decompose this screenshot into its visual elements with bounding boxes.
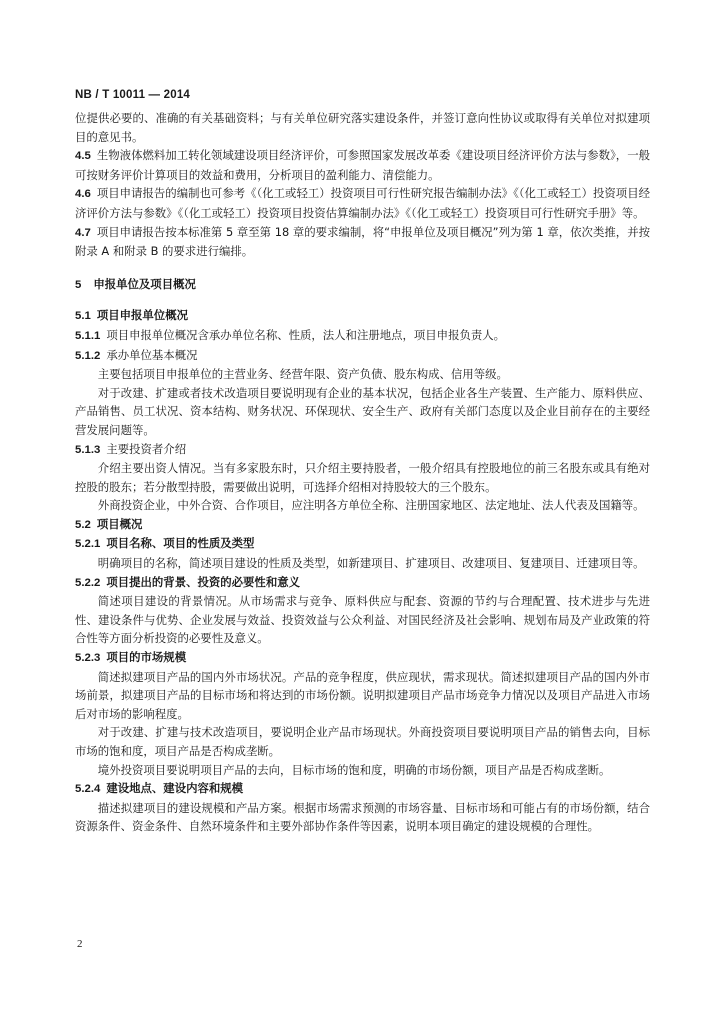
clause-number: 5.1.3 (75, 443, 101, 456)
paragraph-text: 境外投资项目要说明项目产品的去向，目标市场的饱和度，明确的市场份额，项目产品是否构成垄断。 (97, 762, 611, 777)
clause-number: 4.7 (75, 226, 91, 239)
clause-title: 建设地点、建设内容和规模 (106, 781, 244, 796)
clause-title: 项目申报单位概况 (96, 308, 188, 323)
paragraph (75, 799, 650, 836)
clause-text: 项目申请报告的编制也可参考《（化工或轻工）投资项目可行性研究报告编制办法》《（化工或轻工）投资项目经济评价方法与参数》《（化工或轻工）投资项目投资估算编制办法》《（化工或轻工）投资项目可行性研究手册》等。 (75, 186, 650, 220)
clause-5-2-1-heading (75, 534, 650, 554)
clause-number: 5.1.2 (75, 349, 101, 362)
clause-5-2-heading (75, 515, 650, 535)
clause-5-1-2-heading (75, 346, 650, 366)
clause-4-6 (75, 184, 650, 222)
section-5-heading (75, 275, 650, 295)
clause-5-1-3-heading (75, 440, 650, 460)
paragraph-text: 介绍主要出资人情况。当有多家股东时，只介绍主要持股者，一般介绍具有控股地位的前三名股东或具有绝对控股的股东；若分散型持股，需要做出说明，可选择介绍相对持股较大的三个股东。 (75, 461, 650, 494)
page-number: 2 (77, 938, 83, 950)
section-number: 5 (75, 278, 82, 291)
clause-5-1-heading (75, 306, 650, 326)
clause-5-2-4-heading (75, 779, 650, 799)
clause-text: 生物液体燃料加工转化领域建设项目经济评价，可参照国家发展改革委《建设项目经济评价方法与参数》，一般可按财务评价计算项目的效益和费用，分析项目的盈利能力、清偿能力。 (75, 148, 650, 182)
clause-number: 5.2.3 (75, 652, 101, 665)
clause-number: 5.1.1 (75, 329, 101, 342)
paragraph (75, 496, 650, 515)
paragraph (75, 592, 650, 648)
clause-number: 5.2.1 (75, 538, 101, 551)
paragraph-text: 对于改建、扩建或者技术改造项目要说明现有企业的基本状况，包括企业各生产装置、生产能力、原料供应、产品销售、员工状况、资本结构、财务状况、环保现状、安全生产、政府有关部门态度以及企业目前存在的主要经营发展问题等。 (75, 385, 650, 437)
paragraph-text: 位提供必要的、准确的有关基础资料；与有关单位研究落实建设条件，并签订意向性协议或取得有关单位对拟建项目的意见书。 (75, 111, 650, 144)
section-title: 申报单位及项目概况 (93, 276, 196, 291)
standard-header: NB / T 10011 — 2014 (75, 89, 191, 101)
paragraph (75, 459, 650, 496)
clause-number: 5.1 (75, 310, 91, 323)
clause-number: 5.2 (75, 518, 91, 531)
paragraph-continuation (75, 109, 650, 146)
clause-title: 项目提出的背景、投资的必要性和意义 (106, 574, 300, 589)
clause-number: 4.6 (75, 188, 91, 201)
clause-text: 项目申请报告按本标准第 5 章至第 18 章的要求编制，将“申报单位及项目概况”列为第 1 章，依次类推，并按附录 A 和附录 B 的要求进行编排。 (75, 224, 650, 259)
clause-4-5 (75, 146, 650, 184)
paragraph-text: 描述拟建项目的建设规模和产品方案。根据市场需求预测的市场容量、目标市场和可能占有的市场份额，结合资源条件、资金条件、自然环境条件和主要外部协作条件等因素，说明本项目确定的建设规模的合理性。 (75, 800, 650, 834)
paragraph (75, 761, 650, 780)
paragraph-text: 主要包括项目申报单位的主营业务、经营年限、资产负债、股东构成、信用等级。 (97, 367, 508, 382)
clause-title: 项目名称、项目的性质及类型 (106, 536, 255, 551)
document-body (75, 109, 650, 836)
paragraph (75, 668, 650, 724)
paragraph (75, 365, 650, 384)
paragraph-text: 外商投资企业，中外合资、合作项目，应注明各方单位全称、注册国家地区、法定地址、法人代表及国籍等。 (97, 498, 645, 513)
clause-text: 项目申报单位概况含承办单位名称、性质，法人和注册地点，项目申报负责人。 (106, 327, 506, 342)
paragraph (75, 384, 650, 440)
clause-number: 4.5 (75, 150, 91, 163)
paragraph-text: 简述项目建设的背景情况。从市场需求与竞争、原料供应与配套、资源的节约与合理配置、技术进步与先进性、建设条件与优势、企业发展与效益、投资效益与公众利益、对国民经济及社会影响、规划布局及产业政策的符合性等方面分析投资的必要性及意义。 (75, 594, 650, 646)
paragraph-text: 对于改建、扩建与技术改造项目，要说明企业产品市场现状。外商投资项目要说明项目产品的销售去向，目标市场的饱和度，项目产品是否构成垄断。 (75, 725, 650, 758)
clause-5-2-3-heading (75, 648, 650, 668)
clause-number: 5.2.2 (75, 576, 101, 589)
clause-title: 承办单位基本概况 (106, 347, 198, 362)
clause-5-1-1 (75, 326, 650, 346)
clause-5-2-2-heading (75, 573, 650, 593)
clause-title: 项目概况 (96, 516, 143, 531)
paragraph (75, 554, 650, 573)
paragraph-text: 简述拟建项目产品的国内外市场状况。产品的竞争程度，供应现状，需求现状。简述拟建项目产品的国内外市场前景，拟建项目产品的目标市场和将达到的市场份额。说明拟建项目产品市场竞争力情况以及项目产品进入市场后对市场的影响程度。 (75, 669, 650, 721)
clause-title: 项目的市场规模 (106, 650, 187, 665)
paragraph-text: 明确项目的名称，简述项目建设的性质及类型，如新建项目、扩建项目、改建项目、复建项目、迁建项目等。 (97, 556, 645, 571)
clause-4-7 (75, 223, 650, 261)
clause-title: 主要投资者介绍 (106, 441, 187, 456)
paragraph (75, 723, 650, 760)
clause-number: 5.2.4 (75, 783, 101, 796)
